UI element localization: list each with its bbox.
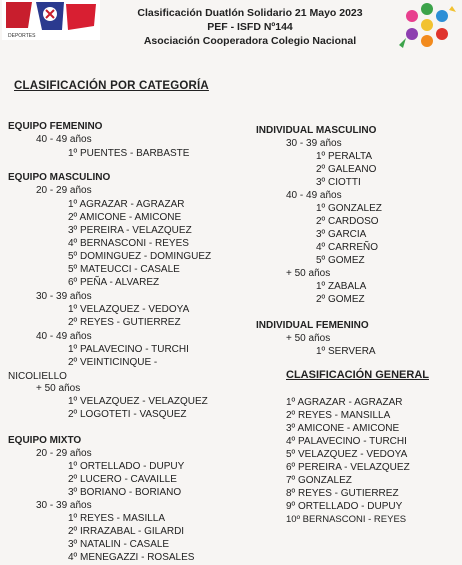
header-association: Asociación Cooperadora Colegio Nacional <box>143 35 357 47</box>
ranking-item: 5º VELAZQUEZ - VEDOYA <box>286 449 408 460</box>
ranking-item: 7º GONZALEZ <box>286 475 352 486</box>
list-item: 5º GOMEZ <box>316 255 365 266</box>
list-item: 5º MATEUCCI - CASALE <box>68 264 180 275</box>
age-category: 40 - 49 años <box>286 190 342 201</box>
age-category: 30 - 39 años <box>36 500 92 511</box>
age-category: 30 - 39 años <box>36 291 92 302</box>
list-item: 2º VEINTICINQUE - <box>68 357 158 368</box>
list-item: 1º REYES - MASILLA <box>68 513 166 524</box>
age-category: + 50 años <box>36 383 81 394</box>
list-item: 1º ORTELLADO - DUPUY <box>68 461 185 472</box>
ranking-item: 9º ORTELLADO - DUPUY <box>286 501 403 512</box>
list-item: 4º BERNASCONI - REYES <box>68 238 189 249</box>
list-item: 1º VELAZQUEZ - VELAZQUEZ <box>68 396 208 407</box>
list-item: 1º ZABALA <box>316 281 367 292</box>
age-category: 20 - 29 años <box>36 448 92 459</box>
list-item: 1º PUENTES - BARBASTE <box>68 148 190 159</box>
header-institution: PEF - ISFD Nº144 <box>207 21 293 33</box>
list-item: 1º GONZALEZ <box>316 203 382 214</box>
section-title: INDIVIDUAL MASCULINO <box>256 125 377 136</box>
list-item: 2º LOGOTETI - VASQUEZ <box>68 409 187 420</box>
list-item: 2º AMICONE - AMICONE <box>68 212 182 223</box>
age-category: 40 - 49 años <box>36 331 92 342</box>
list-item: 3º PEREIRA - VELAZQUEZ <box>68 225 192 236</box>
ranking-item: 2º REYES - MANSILLA <box>286 410 391 421</box>
list-item: 1º SERVERA <box>316 346 376 357</box>
list-item: 6º PEÑA - ALVAREZ <box>68 277 160 288</box>
list-item: 3º CIOTTI <box>316 177 361 188</box>
list-item: 4º MENEGAZZI - ROSALES <box>68 552 195 563</box>
section-title: EQUIPO MIXTO <box>8 435 82 446</box>
list-item: 2º GOMEZ <box>316 294 365 305</box>
list-item: 2º LUCERO - CAVAILLE <box>68 474 177 485</box>
ranking-item: 3º AMICONE - AMICONE <box>286 423 400 434</box>
list-item: 3º BORIANO - BORIANO <box>68 487 182 498</box>
section-title: INDIVIDUAL FEMENINO <box>256 320 369 331</box>
list-item: 2º IRRAZABAL - GILARDI <box>68 526 185 537</box>
list-item: 1º VELAZQUEZ - VEDOYA <box>68 304 190 315</box>
list-item: 5º DOMINGUEZ - DOMINGUEZ <box>68 251 212 262</box>
section-title: CLASIFICACIÓN GENERAL <box>286 369 429 381</box>
list-item: 4º CARREÑO <box>316 242 378 253</box>
document-header <box>110 6 390 48</box>
list-item: 1º PALAVECINO - TURCHI <box>68 344 189 355</box>
age-category: 30 - 39 años <box>286 138 342 149</box>
ranking-item: 1º AGRAZAR - AGRAZAR <box>286 397 403 408</box>
page-title: CLASIFICACIÓN POR CATEGORÍA <box>14 80 209 92</box>
section-title: EQUIPO FEMENINO <box>8 121 103 132</box>
age-category: + 50 años <box>286 333 331 344</box>
list-item: 1º PERALTA <box>316 151 373 162</box>
ranking-item: 4º PALAVECINO - TURCHI <box>286 436 407 447</box>
list-item: 3º GARCIA <box>316 229 367 240</box>
age-category: + 50 años <box>286 268 331 279</box>
cooperadora-logo <box>394 0 460 50</box>
age-category: 40 - 49 años <box>36 134 92 145</box>
pef-logo <box>2 0 100 40</box>
age-category: 20 - 29 años <box>36 185 92 196</box>
list-item: 2º REYES - GUTIERREZ <box>68 317 181 328</box>
section-title: EQUIPO MASCULINO <box>8 172 111 183</box>
svg-text:DEPORTES: DEPORTES <box>8 33 36 39</box>
ranking-item: 8º REYES - GUTIERREZ <box>286 488 399 499</box>
ranking-item: 6º PEREIRA - VELAZQUEZ <box>286 462 410 473</box>
list-item-continued: NICOLIELLO <box>8 371 67 382</box>
ranking-item: 10º BERNASCONI - REYES <box>286 514 407 525</box>
header-event: Clasificación Duatlón Solidario 21 Mayo 2023 <box>137 7 363 19</box>
list-item: 2º GALEANO <box>316 164 377 175</box>
list-item: 3º NATALIN - CASALE <box>68 539 170 550</box>
list-item: 1º AGRAZAR - AGRAZAR <box>68 199 185 210</box>
list-item: 2º CARDOSO <box>316 216 379 227</box>
